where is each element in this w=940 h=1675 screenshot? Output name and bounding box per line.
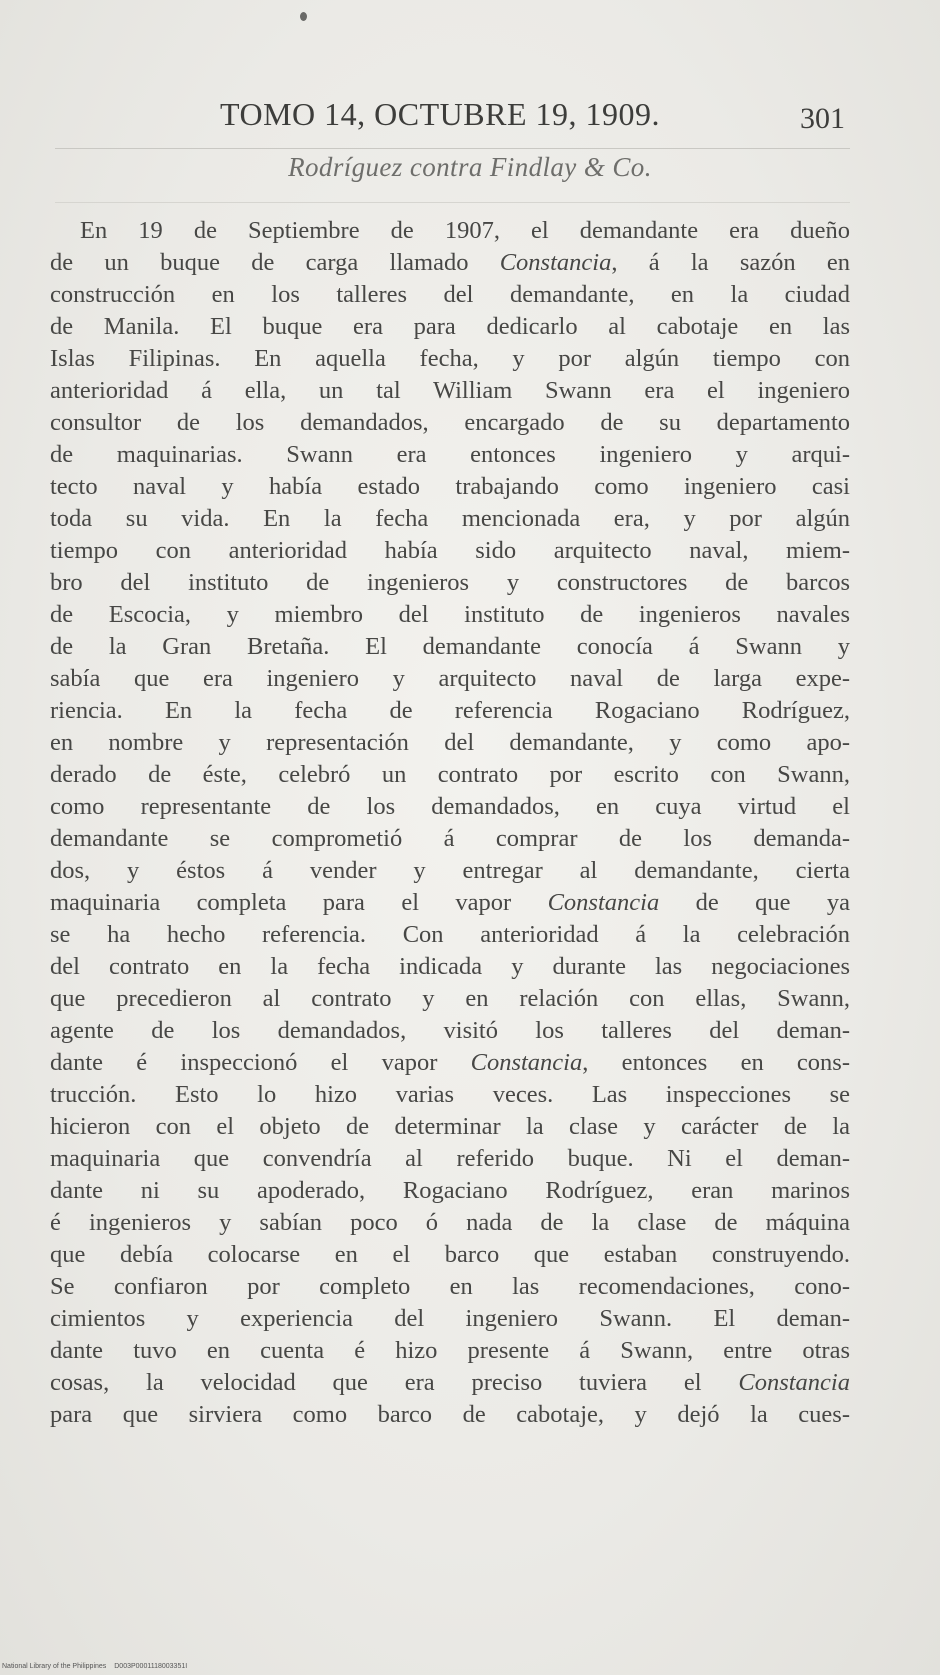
body-line: se ha hecho referencia. Con anterioridad á la celebración <box>50 921 850 948</box>
body-line: maquinaria que convendría al referido buque. Ni el deman- <box>50 1145 850 1172</box>
body-line: toda su vida. En la fecha mencionada era, y por algún <box>50 505 850 532</box>
body-line: de la Gran Bretaña. El demandante conocía á Swann y <box>50 633 850 660</box>
body-line: que debía colocarse en el barco que estaban construyendo. <box>50 1241 850 1268</box>
body-line: maquinaria completa para el vapor Constancia de que ya <box>50 889 850 916</box>
body-line: de un buque de carga llamado Constancia, á la sazón en <box>50 249 850 276</box>
body-line: consultor de los demandados, encargado de su departamento <box>50 409 850 436</box>
body-line: que precedieron al contrato y en relación con ellas, Swann, <box>50 985 850 1012</box>
ink-speck <box>300 12 307 21</box>
body-line: riencia. En la fecha de referencia Rogaciano Rodríguez, <box>50 697 850 724</box>
body-line: agente de los demandados, visitó los talleres del deman- <box>50 1017 850 1044</box>
footer <box>2 1663 187 1670</box>
running-head <box>0 96 940 142</box>
running-head-title: TOMO 14, OCTUBRE 19, 1909. <box>220 96 660 132</box>
body-line: de Manila. El buque era para dedicarlo al cabotaje en las <box>50 313 850 340</box>
body-line: derado de éste, celebró un contrato por escrito con Swann, <box>50 761 850 788</box>
header-rule <box>55 148 850 149</box>
body-line: demandante se comprometió á comprar de los demanda- <box>50 825 850 852</box>
body-text <box>50 215 850 1431</box>
body-line: cosas, la velocidad que era preciso tuviera el Constancia <box>50 1369 850 1396</box>
page-number: 301 <box>800 102 845 135</box>
body-line: Se confiaron por completo en las recomendaciones, cono- <box>50 1273 850 1300</box>
body-line: cimientos y experiencia del ingeniero Swann. El deman- <box>50 1305 850 1332</box>
body-line: del contrato en la fecha indicada y durante las negociaciones <box>50 953 850 980</box>
body-line: en nombre y representación del demandante, y como apo- <box>50 729 850 756</box>
body-line: dante ni su apoderado, Rogaciano Rodríguez, eran marinos <box>50 1177 850 1204</box>
case-title-rule <box>55 202 850 203</box>
ship-name: Constancia <box>738 1369 850 1396</box>
body-line: sabía que era ingeniero y arquitecto naval de larga expe- <box>50 665 850 692</box>
body-line: para que sirviera como barco de cabotaje, y dejó la cues- <box>50 1401 850 1428</box>
body-line: como representante de los demandados, en cuya virtud el <box>50 793 850 820</box>
body-line: dante é inspeccionó el vapor Constancia, entonces en cons- <box>50 1049 851 1076</box>
footer-library: National Library of the Philippines <box>2 1663 107 1670</box>
body-line: trucción. Esto lo hizo varias veces. Las inspecciones se <box>50 1081 850 1108</box>
body-line: hicieron con el objeto de determinar la clase y carácter de la <box>50 1113 850 1140</box>
ship-name: Constancia <box>547 889 660 916</box>
body-line: de maquinarias. Swann era entonces ingeniero y arqui- <box>50 441 850 468</box>
body-line: é ingenieros y sabían poco ó nada de la clase de máquina <box>50 1209 850 1236</box>
ship-name: Constancia <box>470 1049 583 1076</box>
ship-name: Constancia <box>499 249 612 276</box>
footer-code: D003P0001118003351I <box>114 1663 188 1670</box>
body-line: dante tuvo en cuenta é hizo presente á Swann, entre otras <box>50 1337 850 1364</box>
body-line: dos, y éstos á vender y entregar al demandante, cierta <box>50 857 850 884</box>
body-line: En 19 de Septiembre de 1907, el demandante era dueño <box>80 217 850 244</box>
body-line: tiempo con anterioridad había sido arquitecto naval, miem- <box>50 537 850 564</box>
body-line: tecto naval y había estado trabajando como ingeniero casi <box>50 473 850 500</box>
body-line: de Escocia, y miembro del instituto de ingenieros navales <box>50 601 850 628</box>
body-line: anterioridad á ella, un tal William Swann era el ingeniero <box>50 377 850 404</box>
body-line: Islas Filipinas. En aquella fecha, y por algún tiempo con <box>50 345 850 372</box>
body-line: construcción en los talleres del demandante, en la ciudad <box>50 281 850 308</box>
case-title: Rodríguez contra Findlay & Co. <box>288 152 652 182</box>
body-line: bro del instituto de ingenieros y constructores de barcos <box>50 569 850 596</box>
